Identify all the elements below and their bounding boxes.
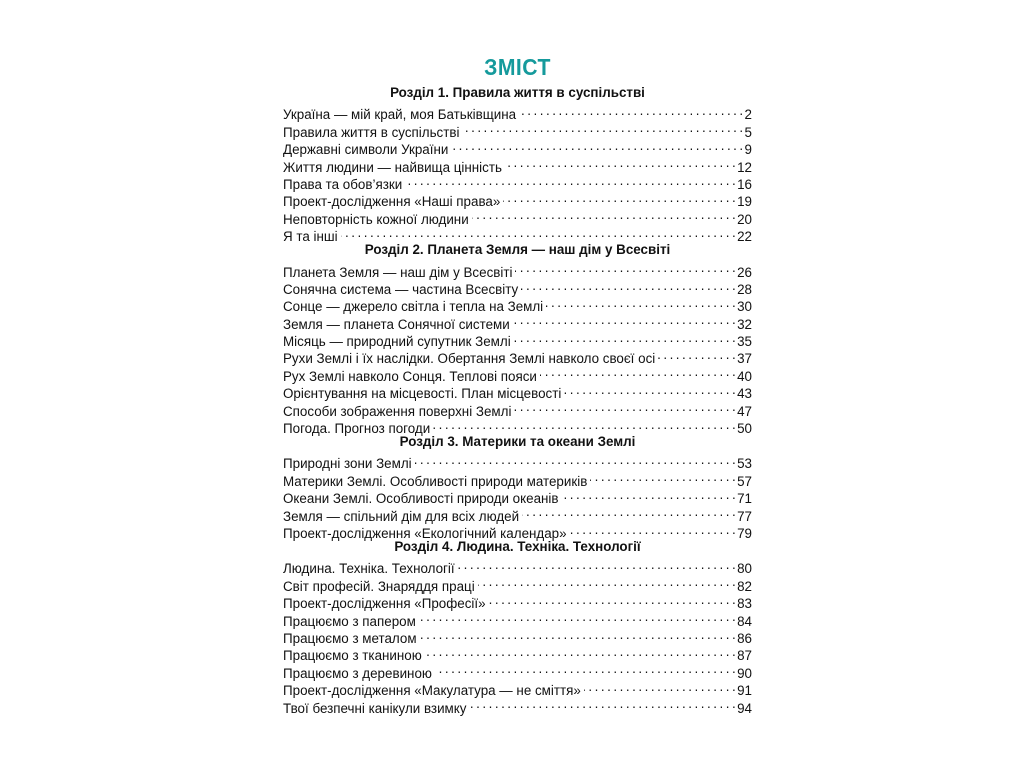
toc-entry-page-number: 87 [737,648,752,664]
dot-leader [546,294,735,311]
toc-entry-label: Проект-дослідження «Наші права» [283,194,501,210]
table-of-contents [283,52,752,716]
page-title: ЗМІСТ [484,54,551,80]
dot-leader [489,591,736,608]
toc-entry-page-number: 12 [737,159,752,175]
dot-leader [540,363,735,380]
toc-entry-page-number: 28 [737,281,752,297]
toc-entry-label: Працюємо з папером [283,613,416,629]
toc-entry-page-number: 16 [737,176,752,192]
dot-leader [522,503,735,520]
toc-entry-label: Життя людини — найвища цінність [283,159,502,175]
toc-sections [283,84,752,716]
toc-entry-page-number: 19 [737,194,752,210]
toc-entry-label: Працюємо з тканиною [283,648,422,664]
toc-entry-label: Твої безпечні канікули взимку [283,700,467,716]
dot-leader [419,608,735,625]
toc-entry-label: Материки Землі. Особливості природи материків [283,473,588,489]
toc-entry-label: Місяць — природний супутник Землі [283,334,511,350]
toc-entry-label: Проект-дослідження «Професії» [283,596,486,612]
toc-entry-page-number: 37 [737,351,752,367]
toc-entry-label: Світ професій. Знаряддя праці [283,578,475,594]
toc-entry-label: Планета Земля — наш дім у Всесвіті [283,264,513,280]
dot-leader [514,329,735,346]
toc-entry-label: Сонце — джерело світла і тепла на Землі [283,299,544,315]
toc-entry-page-number: 77 [737,508,752,524]
toc-entry-label: Океани Землі. Особливості природи океанів [283,491,559,507]
toc-entry-page-number: 9 [744,142,752,158]
dot-leader [505,154,735,171]
toc-entry-label: Проект-дослідження «Макулатура — не сміття» [283,683,581,699]
dot-leader [472,206,735,223]
toc-section [283,241,752,437]
toc-entry-page-number: 57 [737,473,752,489]
toc-entry-page-number: 50 [737,421,752,437]
toc-entry-label: Права та обов’язки [283,176,403,192]
toc-entry-page-number: 83 [737,596,752,612]
toc-entry-page-number: 71 [737,491,752,507]
toc-entry-page-number: 30 [737,299,752,315]
dot-leader [433,416,735,433]
toc-entry-page-number: 79 [737,525,752,541]
toc-entry-page-number: 2 [744,107,752,123]
dot-leader [564,381,735,398]
dot-leader [341,224,735,241]
toc-entry-label: Погода. Прогноз погоди [283,421,431,437]
toc-entry-label: Неповторність кожної людини [283,211,469,227]
dot-leader [570,521,736,538]
dot-leader [420,626,736,643]
toc-entry[interactable] [283,224,752,245]
toc-entry-page-number: 90 [737,665,752,681]
dot-leader [515,259,735,276]
dot-leader [590,468,735,485]
toc-entry-page-number: 43 [737,386,752,402]
toc-entry-label: Працюємо з деревиною [283,665,432,681]
dot-leader [658,346,735,363]
dot-leader [458,556,735,573]
toc-entry-page-number: 84 [737,613,752,629]
toc-entry-label: Проект-дослідження «Екологічний календар» [283,525,567,541]
toc-entry-label: Сонячна система — частина Всесвіту [283,281,519,297]
toc-entry-page-number: 20 [737,211,752,227]
toc-entry[interactable] [283,259,752,280]
dot-leader [519,102,742,119]
toc-entry-page-number: 35 [737,334,752,350]
section-heading: Розділ 3. Материки та океани Землі [399,434,636,450]
section-heading: Розділ 2. Планета Земля — наш дім у Всесвіті [364,242,671,258]
toc-section [283,433,752,541]
toc-entry-page-number: 86 [737,630,752,646]
toc-entry-page-number: 91 [737,683,752,699]
toc-entry-label: Природні зони Землі [283,456,412,472]
toc-entry-label: Державні символи України [283,142,449,158]
toc-entry-page-number: 22 [737,229,752,245]
dot-leader [503,189,735,206]
dot-leader [462,119,742,136]
toc-entry-label: Україна — мій край, моя Батьківщина [283,107,517,123]
toc-entry-page-number: 53 [737,456,752,472]
toc-entry[interactable] [283,556,752,577]
dot-leader [513,311,735,328]
toc-entry-page-number: 26 [737,264,752,280]
dot-leader [478,573,735,590]
toc-entry-label: Я та інші [283,229,338,245]
dot-leader [469,695,735,712]
toc-entry-label: Рухи Землі і їх наслідки. Обертання Землі навколо своєї осі [283,351,656,367]
toc-entry-page-number: 82 [737,578,752,594]
toc-section [283,84,752,245]
toc-entry-page-number: 40 [737,368,752,384]
toc-entry[interactable] [283,102,752,123]
toc-entry-page-number: 80 [737,561,752,577]
toc-entry-label: Способи зображення поверхні Землі [283,403,512,419]
toc-entry[interactable] [283,451,752,472]
dot-leader [521,277,735,294]
dot-leader [435,660,735,677]
dot-leader [514,398,735,415]
dot-leader [405,172,735,189]
dot-leader [415,451,735,468]
toc-entry-label: Земля — планета Сонячної системи [283,316,510,332]
dot-leader [451,137,742,154]
toc-entry-label: Орієнтування на місцевості. План місцевості [283,386,562,402]
section-heading: Розділ 1. Правила життя в суспільстві [390,85,645,100]
toc-entry-label: Земля — спільний дім для всіх людей [283,508,520,524]
dot-leader [425,643,735,660]
toc-entry-label: Рух Землі навколо Сонця. Теплові пояси [283,368,537,384]
toc-entry-label: Правила життя в суспільстві [283,124,460,140]
toc-entry-page-number: 47 [737,403,752,419]
toc-section [283,538,752,716]
dot-leader [562,486,736,503]
toc-entry-label: Працюємо з металом [283,630,417,646]
dot-leader [584,678,735,695]
toc-entry-page-number: 94 [737,700,752,716]
toc-entry-page-number: 5 [744,124,752,140]
toc-entry-label: Людина. Техніка. Технології [283,561,455,577]
section-heading: Розділ 4. Людина. Техніка. Технології [394,538,641,554]
toc-entry-page-number: 32 [737,316,752,332]
